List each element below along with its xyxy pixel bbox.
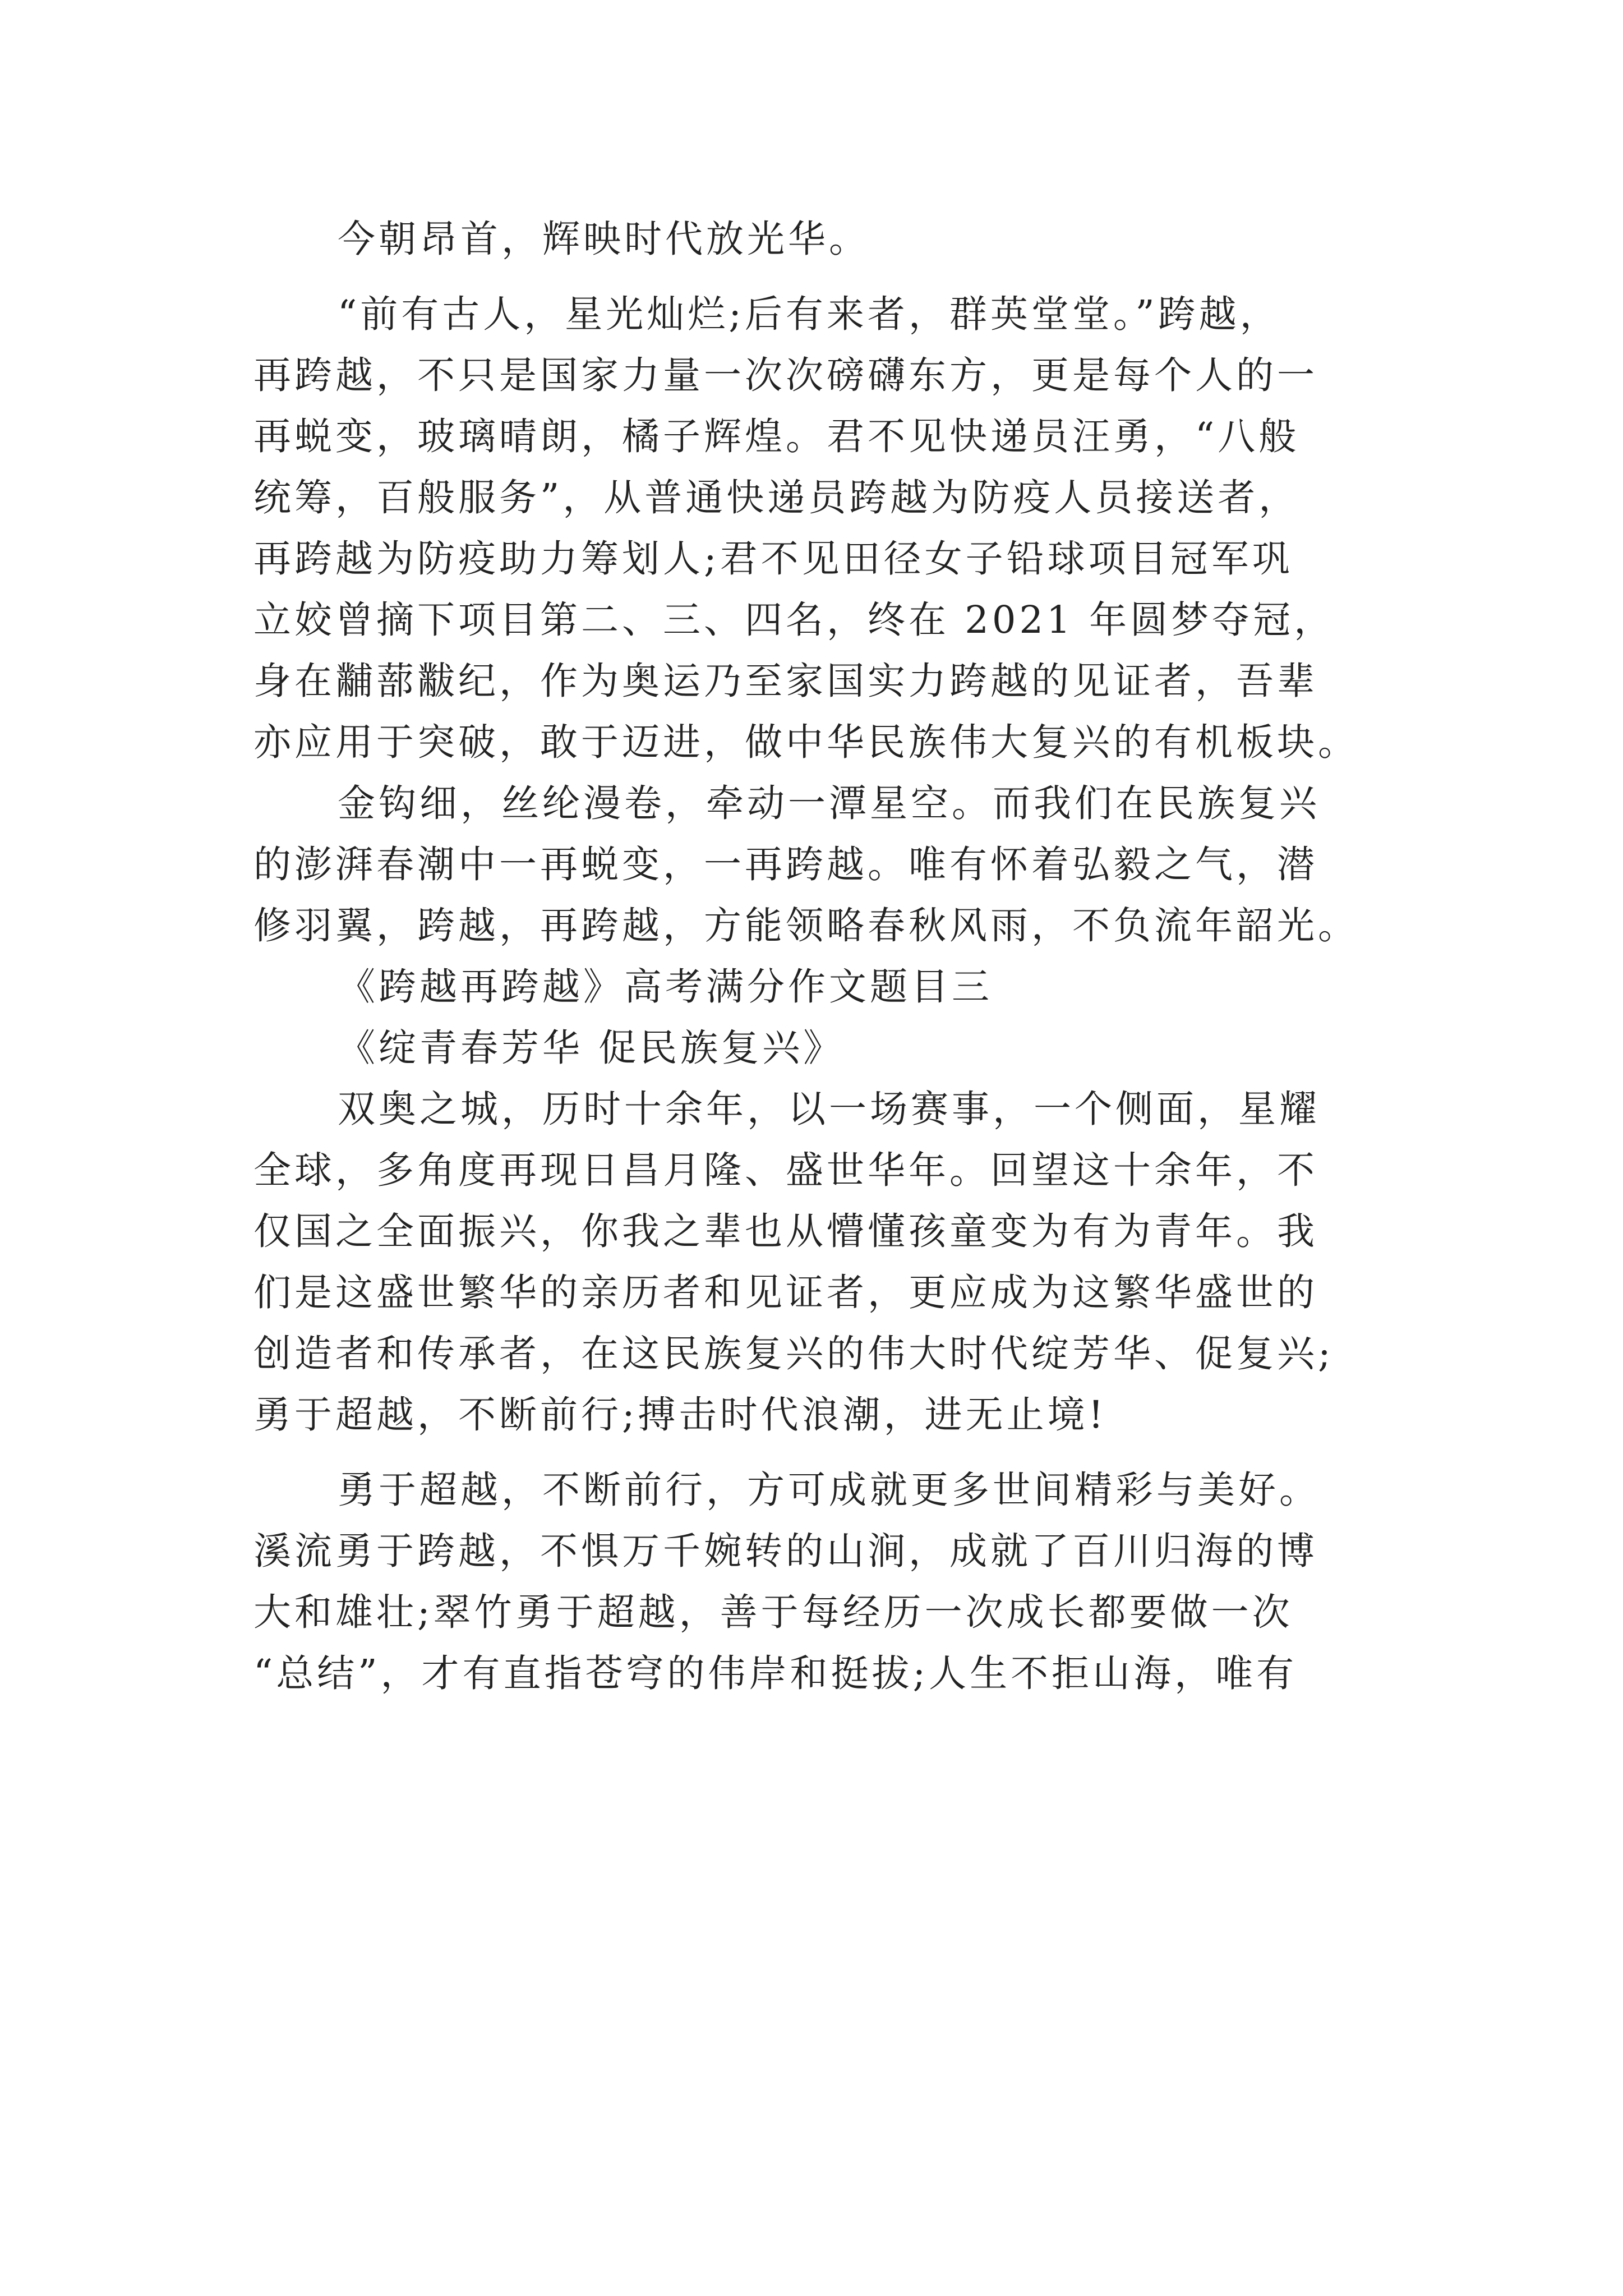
text-line: “前有古人，星光灿烂;后有来者，群英堂堂。”跨越， — [338, 292, 1281, 336]
text-line: 金钩细，丝纶漫卷，牵动一潭星空。而我们在民族复兴 — [338, 781, 1320, 825]
text-line: 们是这盛世繁华的亲历者和见证者，更应成为这繁华盛世的 — [253, 1271, 1318, 1314]
text-line: 今朝昂首，辉映时代放光华。 — [338, 217, 870, 261]
text-line: 的澎湃春潮中一再蜕变，一再跨越。唯有怀着弘毅之气，潜 — [253, 843, 1318, 886]
text-line: 再跨越，不只是国家力量一次次磅礴东方，更是每个人的一 — [253, 353, 1318, 397]
text-line: 勇于超越，不断前行，方可成就更多世间精彩与美好。 — [338, 1468, 1320, 1512]
text-line: “总结”，才有直指苍穹的伟岸和挺拔;人生不拒山海，唯有 — [253, 1651, 1298, 1695]
text-line: 再跨越为防疫助力筹划人;君不见田径女子铅球项目冠军巩 — [253, 537, 1293, 581]
text-line: 亦应用于突破，敢于迈进，做中华民族伟大复兴的有机板块。 — [253, 720, 1359, 764]
text-line: 双奥之城，历时十余年，以一场赛事，一个侧面，星耀 — [338, 1087, 1320, 1131]
text-line: 全球，多角度再现日昌月隆、盛世华年。回望这十余年，不 — [253, 1148, 1318, 1192]
text-line: 统筹，百般服务”，从普通快递员跨越为防疫人员接送者， — [253, 476, 1300, 519]
text-line: 修羽翼，跨越，再跨越，方能领略春秋风雨，不负流年韶光。 — [253, 904, 1359, 947]
text-line: 溪流勇于跨越，不惧万千婉转的山涧，成就了百川归海的博 — [253, 1529, 1318, 1573]
essay-body — [253, 209, 1381, 1704]
text-line: 大和雄壮;翠竹勇于超越，善于每经历一次成长都要做一次 — [253, 1590, 1293, 1634]
essay-title: 《绽青春芳华 促民族复兴》 — [338, 1026, 845, 1070]
text-line: 再蜕变，玻璃晴朗，橘子辉煌。君不见快递员汪勇，“八般 — [253, 415, 1300, 458]
text-line: 仅国之全面振兴，你我之辈也从懵懂孩童变为有为青年。我 — [253, 1209, 1318, 1253]
text-line: 创造者和传承者，在这民族复兴的伟大时代绽芳华、促复兴; — [253, 1332, 1334, 1375]
section-heading: 《跨越再跨越》高考满分作文题目三 — [338, 965, 993, 1009]
text-line: 勇于超越，不断前行;搏击时代浪潮，进无止境! — [253, 1393, 1107, 1437]
text-line: 身在黼蔀黻纪，作为奥运乃至家国实力跨越的见证者，吾辈 — [253, 659, 1318, 703]
text-line: 立姣曾摘下项目第二、三、四名，终在 2021 年圆梦夺冠， — [253, 598, 1335, 642]
